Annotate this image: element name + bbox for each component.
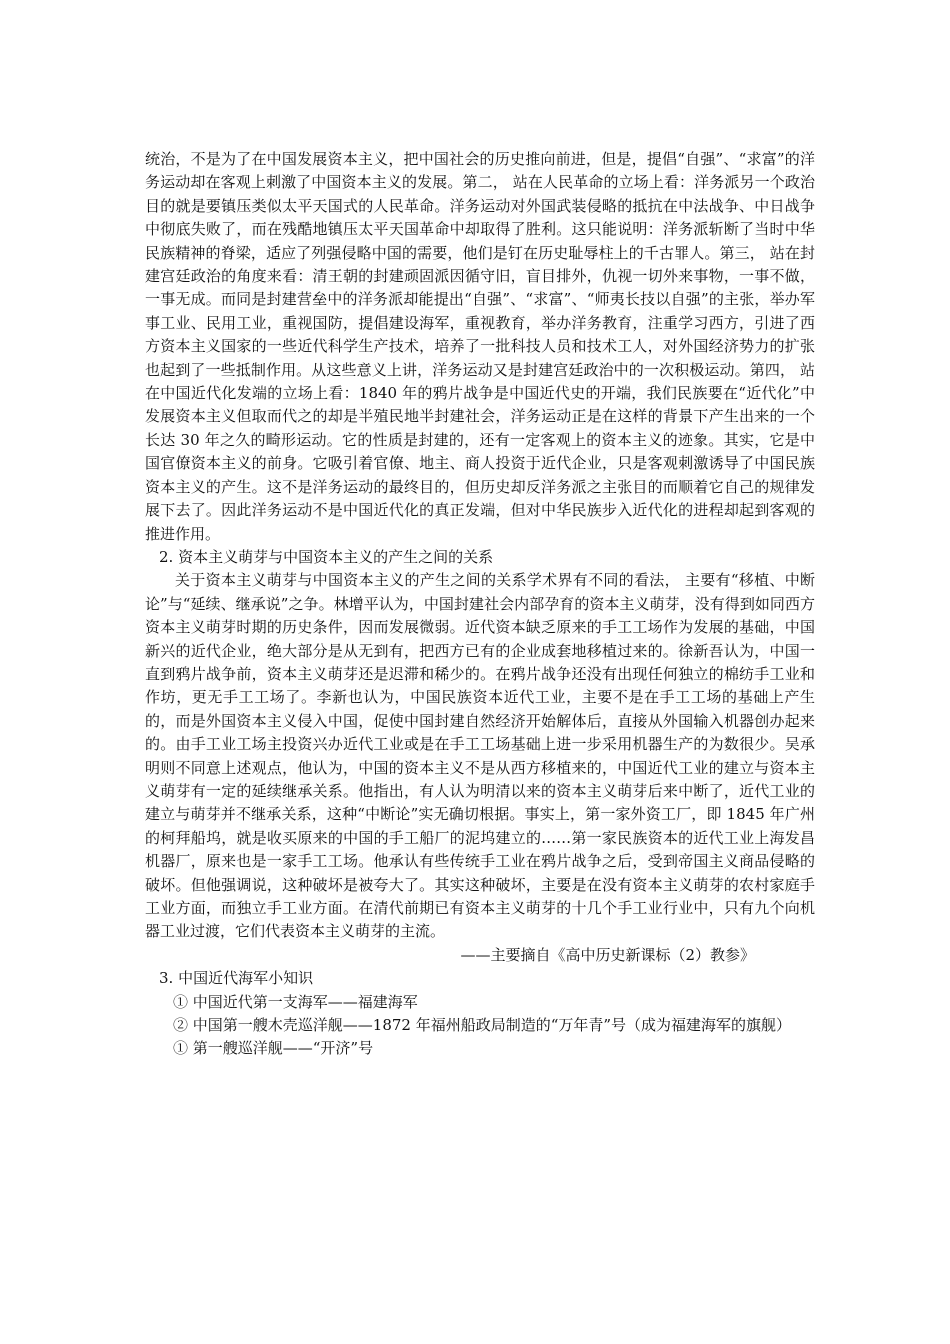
list-item: ① 中国近代第一支海军——福建海军 [173, 992, 418, 1011]
source-citation: ——主要摘自《高中历史新课标（2）教参》 [460, 945, 755, 964]
section-heading-3: 3. 中国近代海军小知识 [159, 969, 314, 988]
paragraph-westernization-evaluation: 统治，不是为了在中国发展资本主义，把中国社会的历史推向前进，但是，提倡“自强”、“求富”的洋务运动却在客观上刺激了中国资本主义的发展。第二， 站在人民革命的立场上看：洋务派另一个政治目的就是要镇压类似太平天国式的人民革命。洋务运动对外国武装侵略的抵抗在中法战争、中日战争中彻底失败了，而在残酷地镇压太平天国革命中却取得了胜利。这只能说明：洋务派斩断了当时中华民族精神的脊梁，适应了列强侵略中国的需要，他们是钉在历史耻辱柱上的千古罪人。第三， 站在封建宫廷政治的角度来看：清王朝的封建顽固派因循守旧，盲目排外，仇视一切外来事物，一事不做，一事无成。而同是封建营垒中的洋务派却能提出“自强”、“求富”、“师夷长技以自强”的主张，举办军事工业、民用工业，重视国防，提倡建设海军，重视教育，举办洋务教育，注重学习西方，引进了西方资本主义国家的一些近代科学生产技术，培养了一批科技人员和技术工人，对外国经济势力的扩张也起到了一些抵制作用。从这些意义上讲，洋务运动又是封建宫廷政治中的一次积极运动。第四， 站在中国近代化发端的立场上看：1840 年的鸦片战争是中国近代史的开端，我们民族要在“近代化”中发展资本主义但取而代之的却是半殖民地半封建社会，洋务运动正是在这样的背景下产生出来的一个长达 30 年之久的畸形运动。它的性质是封建的，还有一定客观上的资本主义的迹象。其实，它是中国官僚资本主义的前身。它吸引着官僚、地主、商人投资于近代企业，只是客观刺激诱导了中国民族资本主义的产生。这不是洋务运动的最终目的，但历史却反洋务派之主张目的而顺着它自己的规律发展下去了。因此洋务运动不是中国近代化的真正发端，但对中华民族步入近代化的进程却起到客观的推进作用。 [145, 150, 815, 543]
list-item: ② 中国第一艘木壳巡洋舰——1872 年福州船政局制造的“万年青”号（成为福建海军的旗舰） [173, 1016, 792, 1035]
section-heading-2: 2. 资本主义萌芽与中国资本主义的产生之间的关系 [159, 547, 494, 566]
document-body [145, 148, 815, 1061]
paragraph-capitalism-sprouts: 关于资本主义萌芽与中国资本主义的产生之间的关系学术界有不同的看法， 主要有“移植、中断论”与“延续、继承说”之争。林增平认为，中国封建社会内部孕育的资本主义萌芽，没有得到如同西方资本主义萌芽时期的历史条件，因而发展微弱。近代资本缺乏原来的手工工场作为发展的基础，中国新兴的近代企业，绝大部分是从无到有，把西方已有的企业成套地移植过来的。徐新吾认为，中国一直到鸦片战争前，资本主义萌芽还是迟滞和稀少的。在鸦片战争还没有出现任何独立的棉纺手工业和作坊，更无手工工场了。李新也认为，中国民族资本近代工业，主要不是在手工工场的基础上产生的，而是外国资本主义侵入中国，促使中国封建自然经济开始解体后，直接从外国输入机器创办起来的。由手工业工场主投资兴办近代工业或是在手工工场基础上进一步采用机器生产的为数很少。吴承明则不同意上述观点，他认为，中国的资本主义不是从西方移植来的，中国近代工业的建立与资本主义萌芽有一定的延续继承关系。他指出，有人认为明清以来的资本主义萌芽后来中断了，近代工业的建立与萌芽并不继承关系，这种“中断论”实无确切根据。事实上，第一家外资工厂，即 1845 年广州的柯拜船坞，就是收买原来的中国的手工船厂的泥坞建立的……第一家民族资本的近代工业上海发昌机器厂，原来也是一家手工工场。他承认有些传统手工业在鸦片战争之后，受到帝国主义商品侵略的破坏。但他强调说，这种破坏是被夸大了。其实这种破坏，主要是在没有资本主义萌芽的农村家庭手工业方面，而独立手工业方面。在清代前期已有资本主义萌芽的十几个手工业行业中，只有九个向机器工业过渡，它们代表资本主义萌芽的主流。 [145, 571, 815, 941]
list-item: ① 第一艘巡洋舰——“开济”号 [173, 1039, 374, 1058]
